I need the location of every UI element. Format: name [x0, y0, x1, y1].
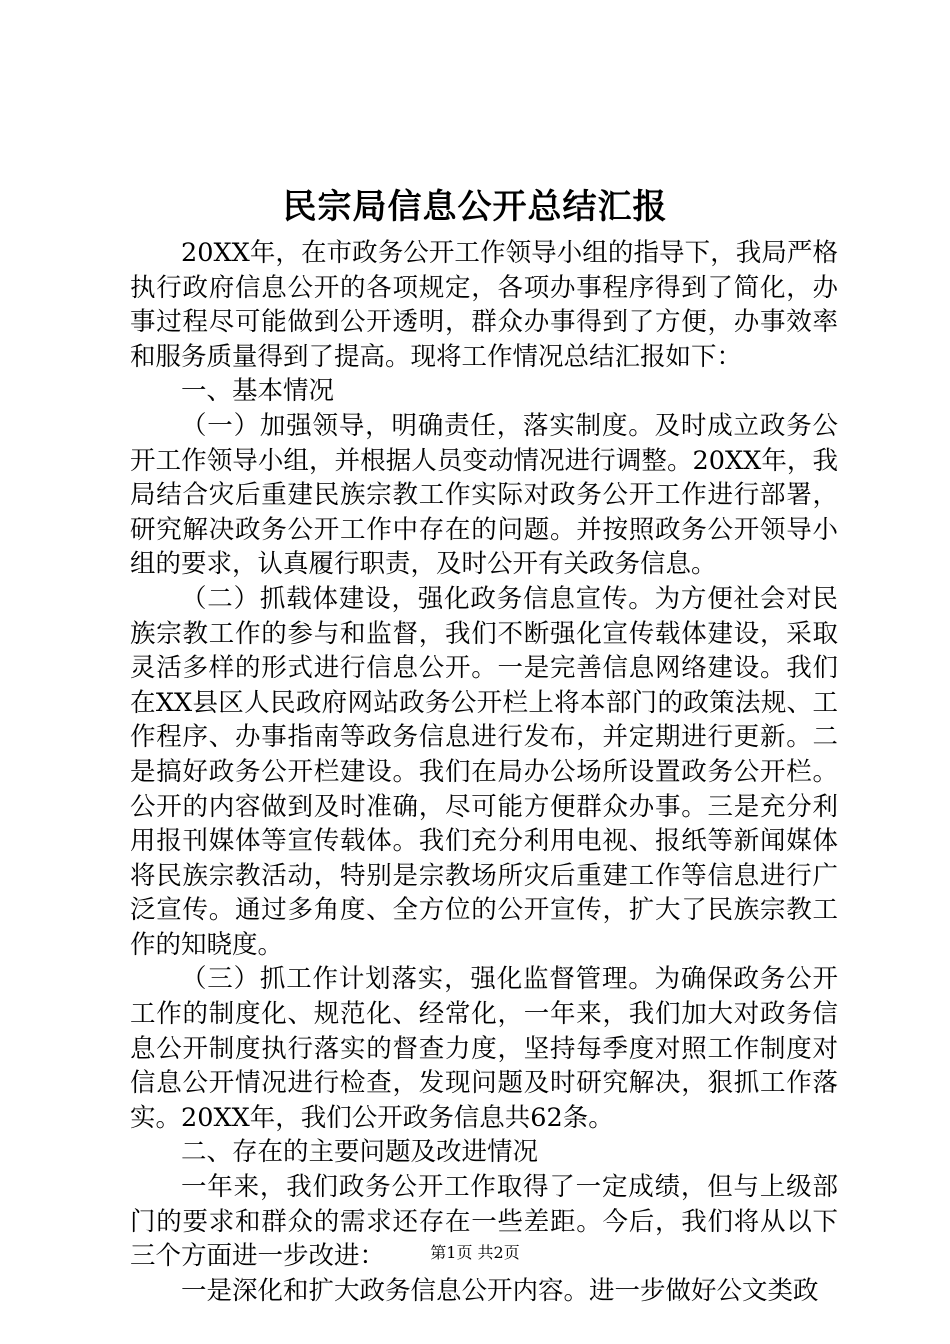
document-title: 民宗局信息公开总结汇报 — [282, 187, 668, 227]
paragraph-intro: 20XX年，在市政务公开工作领导小组的指导下，我局严格执行政府信息公开的各项规定，各项办事程序得到了简化，办事过程尽可能做到公开透明，群众办事得到了方便，办事效率和服务质量得到了提高。现将工作情况总结汇报如下： — [130, 238, 838, 372]
paragraph-plan-implementation: （三）抓工作计划落实，强化监督管理。为确保政务公开工作的制度化、规范化、经常化，一年来，我们加大对政务信息公开制度执行落实的督查力度，坚持每季度对照工作制度对信息公开情况进行检查，发现问题及时研究解决，狠抓工作落实。20XX年，我们公开政务信息共62条。 — [130, 964, 838, 1133]
paragraph-leadership: （一）加强领导，明确责任，落实制度。及时成立政务公开工作领导小组，并根据人员变动情况进行调整。20XX年，我局结合灾后重建民族宗教工作实际对政务公开工作进行部署，研究解决政务公开工作中存在的问题。并按照政务公开领导小组的要求，认真履行职责，及时公开有关政务信息。 — [130, 410, 838, 580]
section-heading-basic-situation: 一、基本情况 — [181, 376, 335, 407]
paragraph-improvement-first: 一是深化和扩大政务信息公开内容。进一步做好公文类政 — [181, 1275, 819, 1306]
paragraph-carrier-building: （二）抓载体建设，强化政务信息宣传。为方便社会对民族宗教工作的参与和监督，我们不断强化宣传载体建设，采取灵活多样的形式进行信息公开。一是完善信息网络建设。我们在XX县区人民政府网站政务公开栏上将本部门的政策法规、工作程序、办事指南等政务信息进行发布，并定期进行更新。二是搞好政务公开栏建设。我们在局办公场所设置政务公开栏。公开的内容做到及时准确，尽可能方便群众办事。三是充分利用报刊媒体等宣传载体。我们充分利用电视、报纸等新闻媒体将民族宗教活动，特别是宗教场所灾后重建工作等信息进行广泛宣传。通过多角度、全方位的公开宣传，扩大了民族宗教工作的知晓度。 — [130, 583, 838, 960]
page-number-footer: 第1页 共2页 — [430, 1243, 520, 1262]
document-body — [130, 236, 838, 1308]
section-heading-problems: 二、存在的主要问题及改进情况 — [181, 1137, 539, 1168]
paragraph-improvement-intro: 一年来，我们政务公开工作取得了一定成绩，但与上级部门的要求和群众的需求还存在一些差距。今后，我们将从以下三个方面进一步改进： — [130, 1172, 838, 1272]
